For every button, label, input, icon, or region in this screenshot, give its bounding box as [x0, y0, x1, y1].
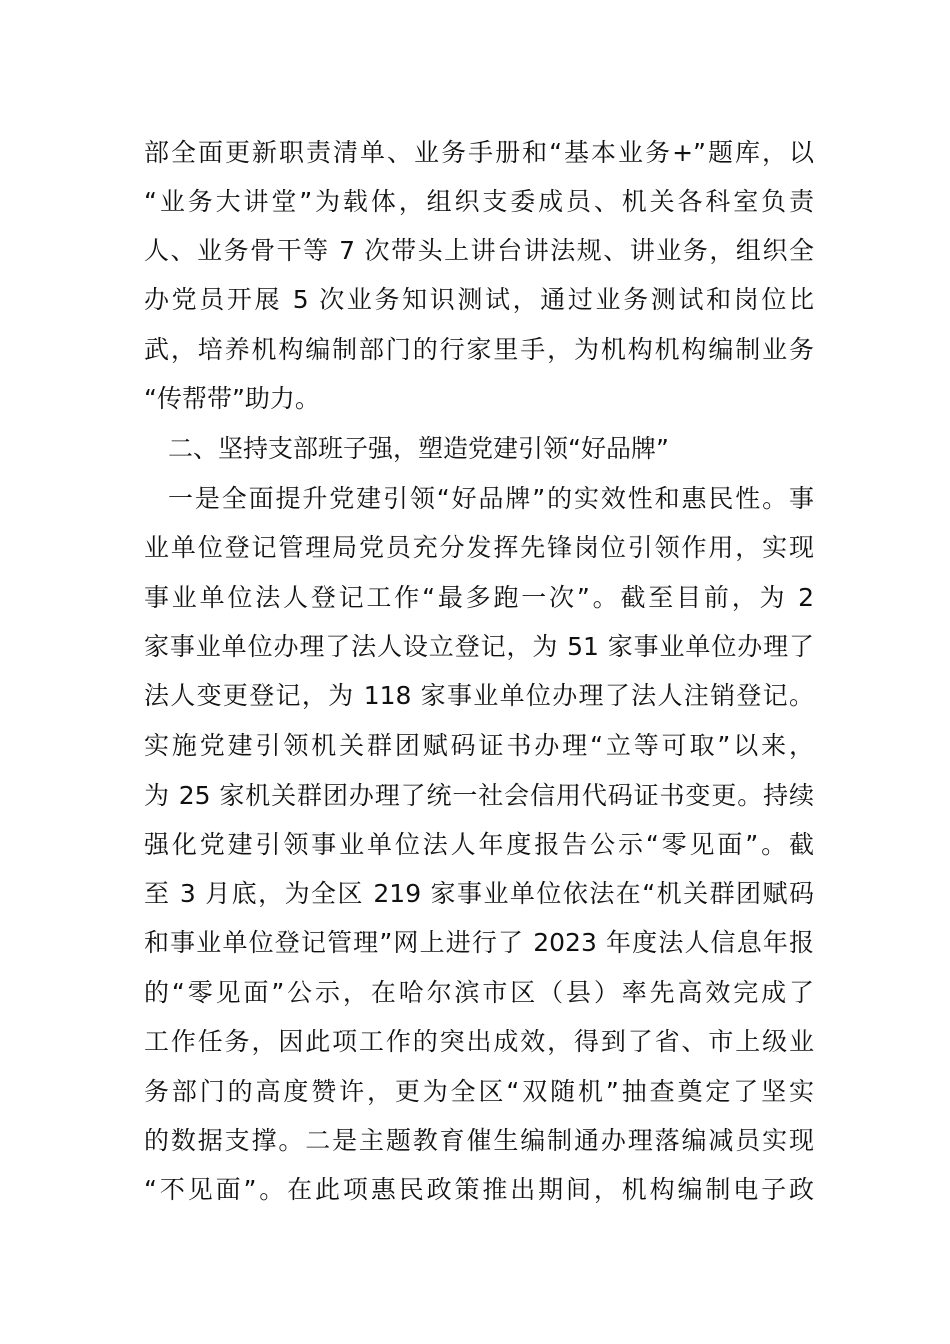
body-text-line: 武，培养机构编制部门的行家里手，为机构机构编制业务 [144, 335, 814, 364]
body-text-line: 为 25 家机关群团办理了统一社会信用代码证书变更。持续 [144, 781, 814, 810]
body-text-line: 法人变更登记，为 118 家事业单位办理了法人注销登记。 [144, 681, 814, 710]
section-heading: 二、坚持支部班子强，塑造党建引领“好品牌” [168, 434, 669, 463]
body-text-line: 和事业单位登记管理”网上进行了 2023 年度法人信息年报 [144, 928, 814, 957]
body-text-line: 人、业务骨干等 7 次带头上讲台讲法规、讲业务，组织全 [144, 236, 814, 265]
body-text-line: 一是全面提升党建引领“好品牌”的实效性和惠民性。事 [168, 484, 814, 513]
body-text-line: 部全面更新职责清单、业务手册和“基本业务+”题库，以 [144, 138, 814, 167]
body-text-line: 办党员开展 5 次业务知识测试，通过业务测试和岗位比 [144, 285, 814, 314]
body-text-line: 家事业单位办理了法人设立登记，为 51 家事业单位办理了 [144, 632, 814, 661]
body-text-line: 事业单位法人登记工作“最多跑一次”。截至目前，为 2 [144, 583, 814, 612]
body-text-line: “不见面”。在此项惠民政策推出期间，机构编制电子政 [144, 1175, 814, 1204]
body-text-line: 强化党建引领事业单位法人年度报告公示“零见面”。截 [144, 830, 814, 859]
body-text-line: 业单位登记管理局党员充分发挥先锋岗位引领作用，实现 [144, 533, 814, 562]
body-text-line: 至 3 月底，为全区 219 家事业单位依法在“机关群团赋码 [144, 879, 814, 908]
body-text-line: 务部门的高度赞许，更为全区“双随机”抽查奠定了坚实 [144, 1077, 814, 1106]
body-text-line: 工作任务，因此项工作的突出成效，得到了省、市上级业 [144, 1027, 814, 1056]
body-text-line: 的“零见面”公示，在哈尔滨市区（县）率先高效完成了 [144, 978, 814, 1007]
body-text-line: “业务大讲堂”为载体，组织支委成员、机关各科室负责 [144, 187, 814, 216]
body-text-line: 实施党建引领机关群团赋码证书办理“立等可取”以来， [144, 731, 814, 760]
body-text-line: 的数据支撑。二是主题教育催生编制通办理落编减员实现 [144, 1126, 814, 1155]
body-text-line: “传帮带”助力。 [144, 384, 320, 413]
